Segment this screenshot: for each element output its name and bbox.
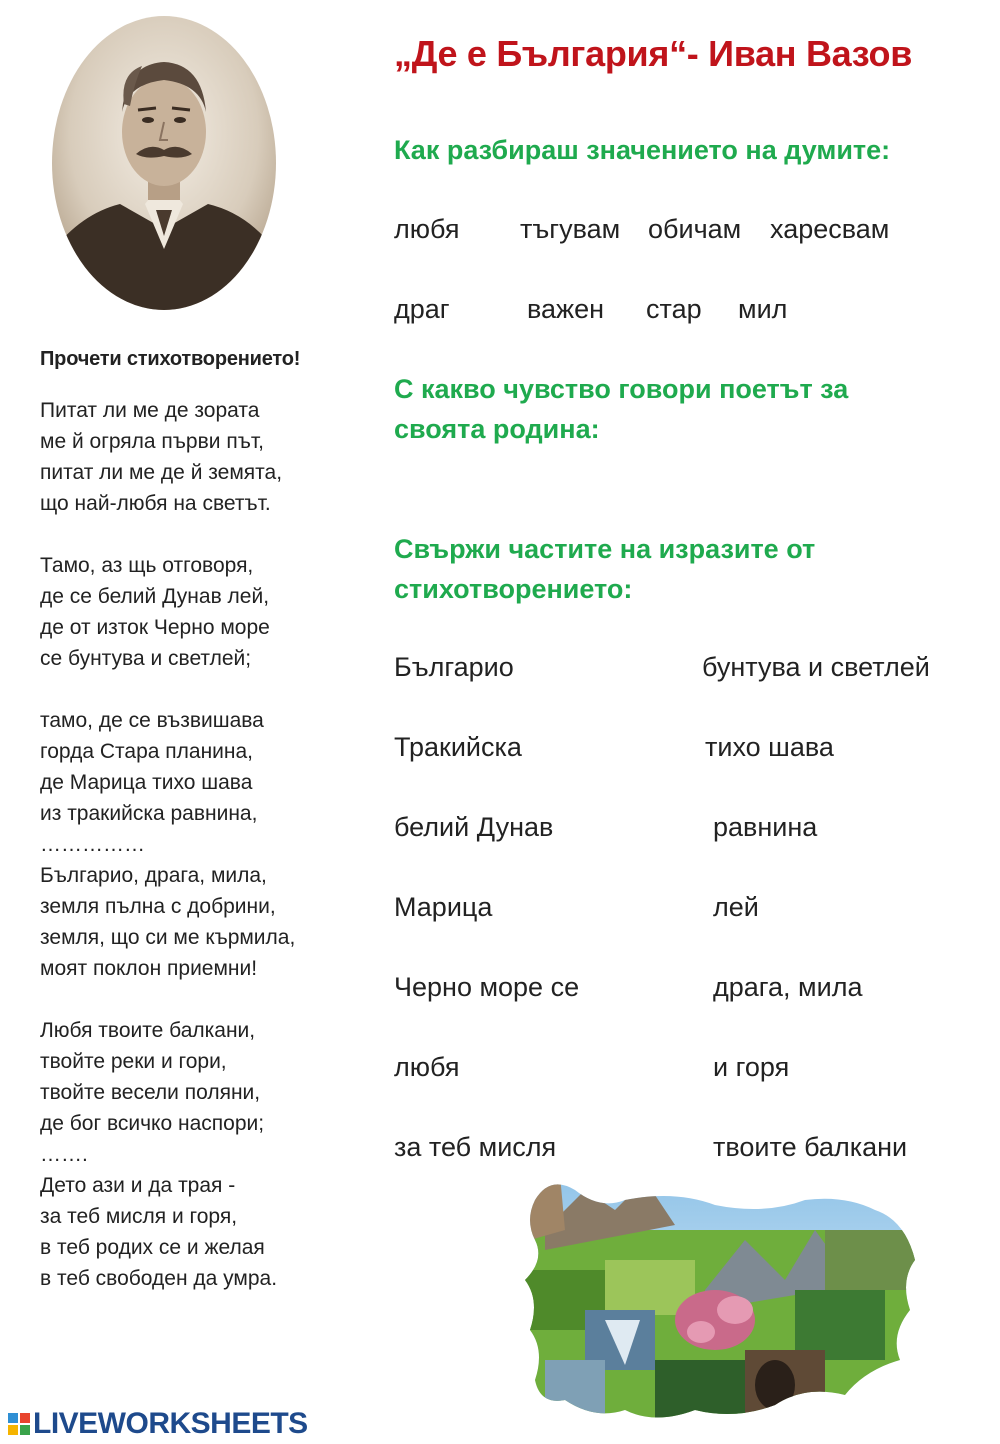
match-right-item[interactable]: драга, мила bbox=[713, 972, 863, 1002]
vocab-option[interactable]: важен bbox=[527, 294, 605, 324]
vocab-option[interactable]: харесвам bbox=[770, 214, 890, 244]
poem-line: питат ли ме де й земята, bbox=[40, 461, 283, 484]
poem-line: де бог всичко наспори; bbox=[40, 1112, 265, 1135]
worksheet-title: „Де е България“- Иван Вазов bbox=[394, 33, 913, 74]
poem-line: из тракийска равнина, bbox=[40, 802, 258, 825]
match-right-item[interactable]: бунтува и светлей bbox=[702, 652, 930, 682]
vocab-option[interactable]: мил bbox=[738, 294, 788, 324]
logo-tile bbox=[8, 1425, 18, 1435]
poem-line: ме й огряла първи път, bbox=[40, 430, 264, 453]
poem-line: де Марица тихо шава bbox=[40, 771, 253, 794]
poem-line: твойте весели поляни, bbox=[40, 1081, 261, 1104]
match-left-item[interactable]: Черно море се bbox=[394, 972, 580, 1002]
vocabulary-question: Как разбираш значението на думите: bbox=[394, 135, 891, 165]
poem-line: де от изток Черно море bbox=[40, 616, 270, 639]
match-left-item[interactable]: белий Дунав bbox=[394, 812, 554, 842]
logo-text: LIVEWORKSHEETS bbox=[33, 1407, 308, 1440]
poem-line: тамо, де се възвишава bbox=[40, 709, 264, 732]
poem-line: Любя твоите балкани, bbox=[40, 1019, 256, 1042]
match-left-item[interactable]: любя bbox=[394, 1052, 460, 1082]
poem-line: …………… bbox=[40, 833, 145, 856]
poem-stanza bbox=[40, 395, 350, 519]
vocab-option[interactable]: обичам bbox=[648, 214, 742, 244]
poem-line: земля, що си ме кърмила, bbox=[40, 926, 296, 949]
poem-line: се бунтува и светлей; bbox=[40, 647, 252, 670]
match-right-item[interactable]: лей bbox=[713, 892, 759, 922]
poem-line: де се белий Дунав лей, bbox=[40, 585, 270, 608]
match-left-item[interactable]: Българио bbox=[394, 652, 514, 682]
liveworksheets-logo bbox=[8, 1404, 308, 1444]
poet-portrait bbox=[50, 14, 278, 312]
vocab-word: любя bbox=[394, 214, 460, 244]
poem-line: земля пълна с добрини, bbox=[40, 895, 276, 918]
bulgaria-map-collage bbox=[505, 1170, 925, 1425]
match-left-item[interactable]: Тракийска bbox=[394, 732, 522, 762]
poem-line: що най-любя на светът. bbox=[40, 492, 271, 515]
vocab-option[interactable]: стар bbox=[646, 294, 702, 324]
logo-tile bbox=[8, 1413, 18, 1423]
poem-stanza bbox=[40, 1015, 350, 1294]
poem-line: моят поклон приемни! bbox=[40, 957, 258, 980]
poem-line: Питат ли ме де зората bbox=[40, 399, 260, 422]
poem-heading: Прочети стихотворението! bbox=[40, 348, 301, 370]
poem-line: горда Стара планина, bbox=[40, 740, 254, 763]
poem-line: твойте реки и гори, bbox=[40, 1050, 227, 1073]
feeling-question: С какво чувство говори поетът за своята родина: bbox=[394, 374, 849, 444]
poem-section bbox=[40, 348, 350, 1294]
poem-stanza bbox=[40, 550, 350, 674]
poem-line: Дето ази и да трая - bbox=[40, 1174, 236, 1197]
poem-line: ……. bbox=[40, 1143, 88, 1166]
matching-question: Свържи частите на изразите от стихотворението: bbox=[394, 534, 816, 604]
vocab-word: драг bbox=[394, 294, 450, 324]
match-left-item[interactable]: Марица bbox=[394, 892, 493, 922]
poem-line: Тамо, аз щь отговоря, bbox=[40, 554, 254, 577]
logo-tile bbox=[20, 1413, 30, 1423]
poem-line: в теб свободен да умра. bbox=[40, 1267, 278, 1290]
match-right-item[interactable]: равнина bbox=[713, 812, 818, 842]
match-right-item[interactable]: твоите балкани bbox=[713, 1132, 908, 1162]
poem-line: Българио, драга, мила, bbox=[40, 864, 267, 887]
logo-tiles-icon bbox=[8, 1413, 30, 1435]
poem-line: за теб мисля и горя, bbox=[40, 1205, 238, 1228]
match-right-item[interactable]: тихо шава bbox=[705, 732, 834, 762]
logo-tile bbox=[20, 1425, 30, 1435]
match-left-item[interactable]: за теб мисля bbox=[394, 1132, 557, 1162]
vocab-option[interactable]: тъгувам bbox=[520, 214, 621, 244]
poem-line: в теб родих се и желая bbox=[40, 1236, 265, 1259]
match-right-item[interactable]: и горя bbox=[713, 1052, 790, 1082]
poem-stanza bbox=[40, 705, 350, 984]
